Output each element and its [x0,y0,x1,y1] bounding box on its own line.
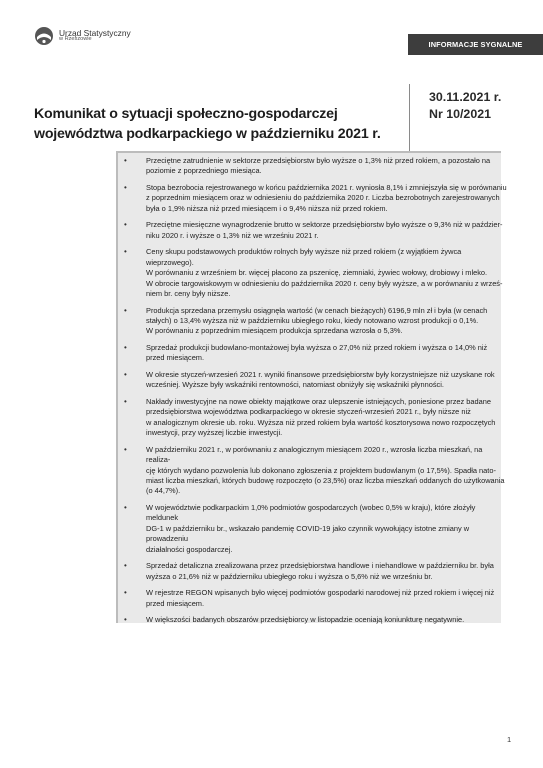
list-item-line: stałych) o 13,4% wyższa niż w październiku ubiegłego roku, kiedy notowano wzrost produkcji o 0,1%. [146,316,479,326]
list-item-line: • W okresie styczeń-wrzesień 2021 r. wyniki finansowe przedsiębiorstw były korzystniejsze niż uzyskane rok [146,370,495,380]
list-item-line: • Stopa bezrobocia rejestrowanego w końcu października 2021 r. wyniosła 8,1% i zmniejszyła się w porównaniu [146,183,507,192]
list-item [136,588,508,609]
logo-emblem-icon [34,26,54,46]
logo-sub: w Rzeszowie [59,36,92,43]
list-item-line: • Sprzedaż produkcji budowlano-montażowej była wyższa o 27,0% niż przed rokiem i wyższa o 14,0% niż [146,343,488,353]
list-item-line: W porównaniu z wrześniem br. więcej płacono za pszenicę, ziemniaki, żywiec wołowy, drobiowy i mleko. [146,268,488,278]
list-item-line: była o 1,9% niższa niż przed miesiącem i o 9,4% niższa niż przed rokiem. [146,203,388,213]
publication-date: 30.11.2021 r. [429,90,502,104]
list-item-line: inwestycji, przy wyższej liczbie inwestycji. [146,428,283,438]
list-item [136,343,508,364]
list-item-line: wcześniej. Wyższe były wskaźniki rentowności, natomiast obniżyły się wskaźniki płynności. [146,380,444,390]
list-item [136,615,508,625]
list-item [136,445,508,497]
list-item-line: niem br. ceny były niższe. [146,289,231,299]
list-item-line: • Przeciętne miesięczne wynagrodzenie brutto w sektorze przedsiębiorstw było wyższe o 9,3% niż w paździer- [146,220,503,230]
list-item-line: w analogicznym okresie ub. roku. Wyższa niż przed rokiem była wartość kosztorysowa nowo rozpoczętych [146,417,496,427]
list-item-line: • Sprzedaż detaliczna zrealizowana przez przedsiębiorstwa handlowe i niehandlowe w październiku br. była [146,561,494,571]
list-item [136,220,508,241]
page-title [34,105,406,144]
list-item [136,370,508,391]
list-item [136,561,508,582]
list-item-line: • W rejestrze REGON wpisanych było więcej podmiotów gospodarki narodowej niż przed rokiem i więcej niż [146,588,495,598]
page-number: 1 [507,735,512,744]
list-item-line: W obrocie targowiskowym w odniesieniu do października 2020 r. ceny były wyższe, a w porównaniu z wrześ- [146,278,503,288]
list-item-line: przed miesiącem. [146,353,205,363]
title-line: województwa podkarpackiego w październiku 2021 r. [34,125,381,142]
list-item-line: (o 44,7%). [146,486,181,496]
list-item-line: przed miesiącem. [146,598,205,608]
list-item-line: • Nakłady inwestycyjne na nowe obiekty majątkowe oraz ulepszenie istniejących, poniesione przez badane [146,397,491,407]
section-badge: INFORMACJE SYGNALNE [408,34,543,55]
list-item-line: cję których wydano pozwolenia lub dokonano zgłoszenia z projektem budowlanym (o 17,5%). Spadła nato- [146,465,496,475]
list-item [136,156,508,177]
list-item [136,503,508,555]
list-item-line: przedsiębiorstwa województwa podkarpackiego w okresie styczeń-wrzesień 2021 r., były niższe niż [146,407,471,417]
list-item-line: • W większości badanych obszarów przedsiębiorcy w listopadzie oceniają koniunkturę negatywnie. [146,615,465,625]
publication-meta [429,89,501,122]
list-item-line: miast liczba mieszkań, których budowę rozpoczęto (o 23,5%) oraz liczba mieszkań oddanych do użytkowania [146,476,505,486]
list-item-line: • Produkcja sprzedana przemysłu osiągnęła wartość (w cenach bieżących) 6196,9 mln zł i była (w cenach [146,305,488,315]
list-item-line: W porównaniu z poprzednim miesiącem produkcja sprzedana wzrosła o 5,3%. [146,326,403,336]
summary-list [136,156,508,632]
list-item-line: z poprzednim miesiącem oraz w odniesieniu do października 2020 r. Liczba bezrobotnych zarejestrowanych [146,193,500,203]
list-item-line: • W województwie podkarpackim 1,0% podmiotów gospodarczych (wobec 0,5% w kraju), które złożyły meldunek [146,503,476,523]
list-item-line: wyższa o 21,6% niż w październiku ubiegłego roku i wyższa o 5,6% niż we wrześniu br. [146,571,433,581]
header-divider [409,84,410,152]
list-item-line: • Ceny skupu podstawowych produktów rolnych były wyższe niż przed rokiem (z wyjątkiem żywca wieprzowego). [146,247,462,267]
list-item [136,183,508,214]
list-item-line: niku 2020 r. i wyższe o 1,3% niż we wrześniu 2021 r. [146,230,319,240]
logo-name: Urząd Statystyczny [59,27,131,38]
list-item [136,397,508,439]
list-item [136,306,508,337]
list-item-line: DG-1 w październiku br., wskazało pandemię COVID-19 jako czynnik wywołujący istotne zmiany w prowadzeniu [146,523,470,544]
logo-text [59,29,131,44]
list-item-line: • Przeciętne zatrudnienie w sektorze przedsiębiorstw było wyższe o 1,3% niż przed rokiem, a pozostało na [146,156,491,165]
list-item-line: działalności gospodarczej. [146,544,233,554]
list-item [136,247,508,299]
title-line: Komunikat o sytuacji społeczno-gospodarczej [34,106,338,122]
list-item-line: • W październiku 2021 r., w porównaniu z analogicznym miesiącem 2020 r., wzrosła liczba mieszkań, na realiza- [146,444,483,465]
list-item-line: poziomie z poprzedniego miesiąca. [146,166,262,176]
publication-number: Nr 10/2021 [429,106,492,121]
logo [34,26,131,46]
